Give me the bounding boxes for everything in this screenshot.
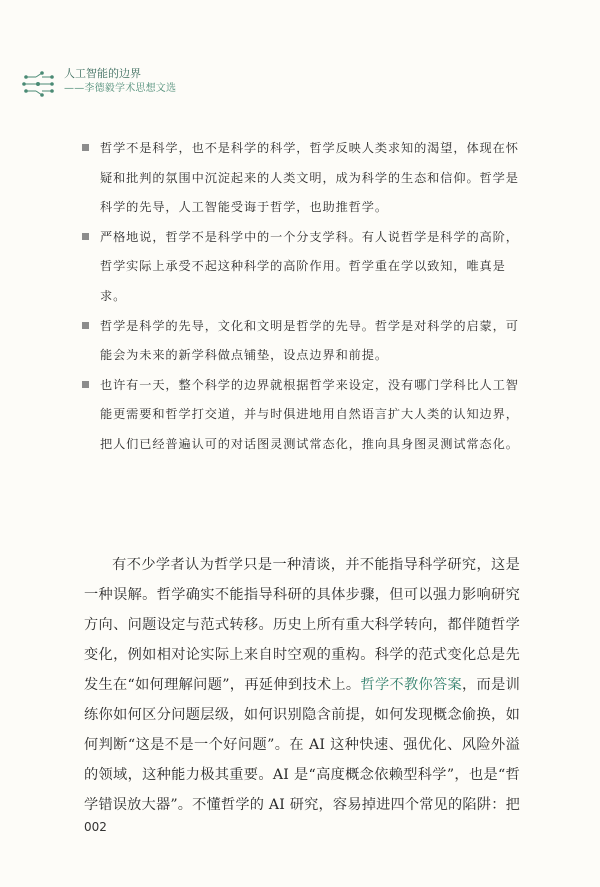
square-bullet-icon bbox=[82, 144, 89, 151]
highlighted-phrase: 哲学不教你答案 bbox=[360, 677, 463, 694]
square-bullet-icon bbox=[82, 381, 89, 388]
bullet-text: 哲学是科学的先导，文化和文明是哲学的先导。哲学是对科学的启蒙，可能会为未来的新学科做点铺垫，设点边界和前提。 bbox=[100, 318, 519, 363]
page-number: 002 bbox=[84, 820, 107, 834]
bullet-text: 也许有一天，整个科学的边界就根据哲学来设定，没有哪门学科比人工智能更需要和哲学打交道，并与时俱进地用自然语言扩大人类的认知边界，把人们已经普遍认可的对话图灵测试常态化，推向具身图灵测试常态化。 bbox=[100, 377, 519, 451]
square-bullet-icon bbox=[82, 322, 89, 329]
running-header bbox=[22, 66, 176, 99]
bullet-item bbox=[82, 134, 522, 223]
bullet-text: 哲学不是科学，也不是科学的科学，哲学反映人类求知的渴望，体现在怀疑和批判的氛围中沉淀起来的人类文明，成为科学的生态和信仰。哲学是科学的先导，人工智能受诲于哲学，也助推哲学。 bbox=[100, 141, 519, 215]
bullet-item bbox=[82, 371, 522, 460]
book-subtitle: ——李德毅学术思想文选 bbox=[64, 83, 177, 94]
body-paragraph bbox=[84, 550, 520, 820]
square-bullet-icon bbox=[82, 233, 89, 240]
paragraph-text-2: ，而是训练你如何区分问题层级，如何识别隐含前提，如何发现概念偷换，如何判断“这是不是一个好问题”。在 AI 这种快速、强优化、风险外溢的领域，这种能力极其重要。AI 是“高度概念依赖型科学”，也是“哲学错误放大器”。不懂哲学的 AI 研究，容易掉进四个常见的陷阱：把 bbox=[84, 677, 520, 814]
paragraph-text-1: 有不少学者认为哲学只是一种清谈，并不能指导科学研究，这是一种误解。哲学确实不能指导科研的具体步骤，但可以强力影响研究方向、问题设定与范式转移。历史上所有重大科学转向，都伴随哲学变化，例如相对论实际上来自时空观的重构。科学的范式变化总是先发生在“如何理解问题”，再延伸到技术上。 bbox=[84, 557, 520, 694]
quote-bullet-list bbox=[82, 134, 522, 460]
bullet-text: 严格地说，哲学不是科学中的一个分支学科。有人说哲学是科学的高阶，哲学实际上承受不起这种科学的高阶作用。哲学重在学以致知，唯真是求。 bbox=[100, 229, 519, 303]
bullet-item bbox=[82, 223, 522, 312]
book-title: 人工智能的边界 bbox=[64, 67, 141, 80]
circuit-network-icon bbox=[22, 69, 56, 99]
bullet-item bbox=[82, 312, 522, 371]
